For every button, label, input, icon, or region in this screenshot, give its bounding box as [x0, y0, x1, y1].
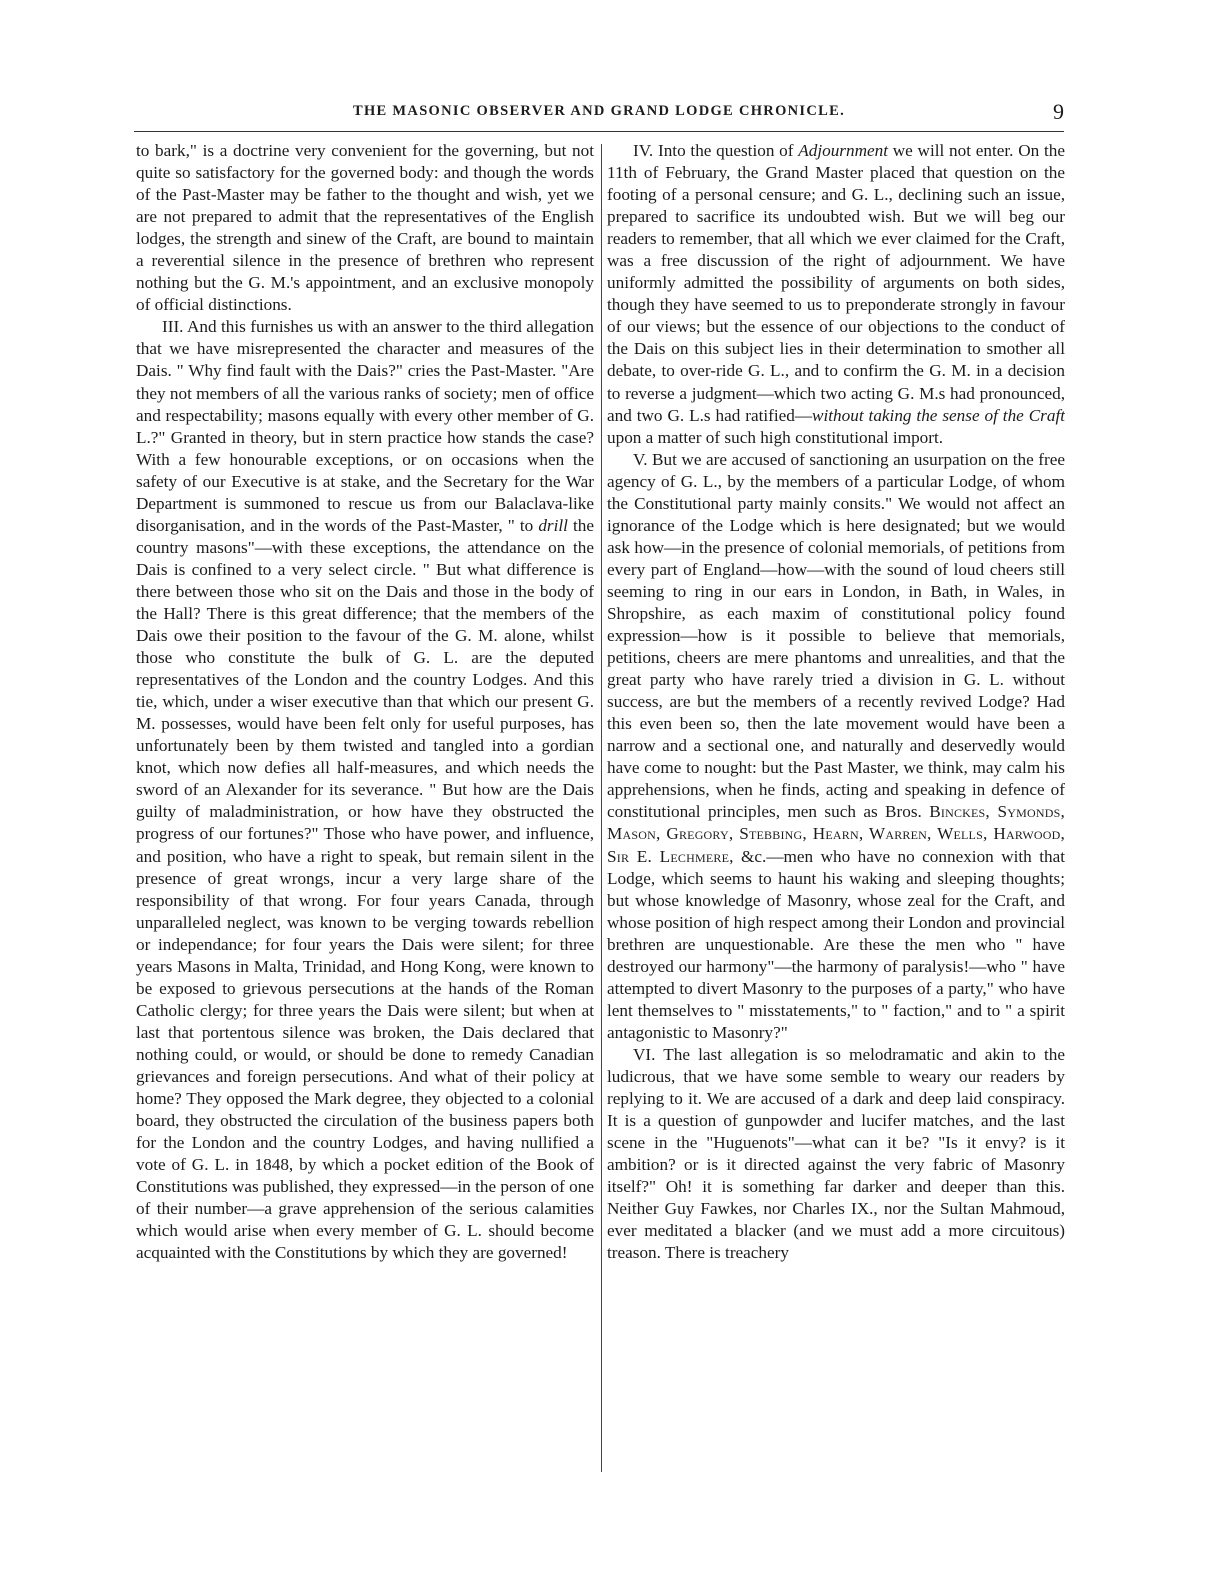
emphasis-adjournment: Adjournment — [798, 141, 888, 160]
page-header — [134, 99, 1064, 131]
paragraph-vi: VI. The last allegation is so melodramatic and akin to the ludicrous, that we have some semble to weary our readers by replying to it. We are accused of a dark and deep laid conspiracy. It is a question of gunpowder and lucifer matches, and the last scene in the "Huguenots"—what can it be? "Is it envy? is it ambition? or is it directed against the very fabric of Masonry itself?" Oh! it is something far darker and deeper than this. Neither Guy Fawkes, nor Charles IX., nor the Sultan Mahmoud, ever meditated a blacker (and we must add a more circuitous) treason. There is treachery — [607, 1044, 1065, 1263]
paragraph-iv — [607, 140, 1065, 449]
journal-title: THE MASONIC OBSERVER AND GRAND LODGE CHRONICLE. — [352, 103, 846, 119]
paragraph-v — [607, 449, 1065, 1044]
header-rule — [134, 131, 1064, 132]
paragraph-v-text-b: &c.—men who have no connexion with that Lodge, which seems to haunt his waking and sleeping thoughts; but whose knowledge of Masonry, whose zeal for the Craft, and whose position of high respect among their London and provincial brethren are unquestionable. Are these the men who " have destroyed our harmony"—the harmony of paralysis!—who " have attempted to divert Masonry to the purposes of a party," who have lent themselves to " misstatements," to " faction," and to " a spirit antagonistic to Masonry?" — [607, 846, 1065, 1042]
paragraph-iii-text-a: III. And this furnishes us with an answer to the third allegation that we have misrepresented the character and measures of the Dais. " Why find fault with the Dais?" cries the Past-Master. "Are they not members of all the various ranks of society; men of office and respectability; masons equally with every other member of G. L.?" Granted in theory, but in stern practice how stands the case? With a few honourable exceptions, or on occasions when the safety of our Executive is at stake, and the Secretary for the War Department is summoned to rescue us from our Balaclava-like disorganisation, and in the words of the Past-Master, " to — [136, 317, 594, 535]
paragraph-continuation: to bark," is a doctrine very convenient for the governing, but not quite so satisfactory for the governed body: and though the words of the Past-Master may be father to the thought and wish, yet we are not prepared to admit that the representatives of the English lodges, the strength and sinew of the Craft, are bound to maintain a reverential silence in the presence of brethren who represent nothing but the G. M.'s appointment, and an exclusive monopoly of official distinctions. — [136, 141, 594, 315]
emphasis-craft: without taking the sense of the Craft — [812, 405, 1065, 425]
right-column — [607, 140, 1065, 1470]
emphasis-drill: drill — [538, 515, 568, 535]
page-number: 9 — [1053, 99, 1064, 124]
left-column — [136, 140, 594, 1470]
paragraph-iv-text-a: IV. Into the question of — [633, 141, 799, 160]
paragraph-iv-text-b: we will not enter. On the 11th of February, the Grand Master placed that question on the footing of a personal censure; and G. L., declining such an issue, prepared to sacrifice its undoubted wish. But we will beg our readers to remember, that all which we ever claimed for the Craft, was a free discussion of the right of adjournment. We have uniformly admitted the possibility of arguments on both sides, though they have seemed to us to preponderate strongly in favour of our views; but the essence of our objections to the conduct of the Dais on this subject lies in their determination to smother all debate, to over-ride G. L., and to confirm the G. M. in a decision to reverse a judgment—which two acting G. M.s had pronounced, and two G. L.s had ratified— — [607, 141, 1065, 425]
paragraph-iii — [136, 316, 594, 1264]
paragraph-v-text-a: V. But we are accused of sanctioning an usurpation on the free agency of G. L., by the members of a particular Lodge, of whom the Constitutional party mainly consits." We would not affect an ignorance of the Lodge which is here designated; but we would ask how—in the presence of colonial memorials, of petitions from every part of England—how—with the sound of loud cheers still seeming to ring in our ears in London, in Bath, in Wales, in Shropshire, as each maxim of constitutional policy found expression—how is it possible to believe that memorials, petitions, cheers are mere phantoms and unrealities, and that the great party who have rarely tried a division in G. L. without success, are but the members of a recently revived Lodge? Had this even been so, then the late movement would have been a narrow and a sectional one, and naturally and deservedly would have come to nought: but the Past Master, we think, may calm his apprehensions, when he finds, acting and speaking in defence of constitutional principles, men such as Bros. — [607, 449, 1065, 822]
column-divider — [601, 144, 602, 1472]
paragraph-iv-text-c: upon a matter of such high constitutional import. — [607, 427, 944, 447]
brethren-names: Binckes, Symonds, Mason, Gregory, Stebbing, Hearn, Warren, Wells, Harwood, Sir E. Lechmere, — [607, 802, 1065, 866]
paragraph-iii-text-b: the country masons"—with these exceptions, the attendance on the Dais is confined to a very select circle. " But what difference is there between those who sit on the Dais and those in the body of the Hall? There is this great difference; that the members of the Dais owe their position to the favour of the G. M. alone, whilst those who constitute the bulk of G. L. are the deputed representatives of the London and the country Lodges. And this tie, which, under a wiser executive than that which our present G. M. possesses, would have been felt only for useful purposes, has unfortunately been by them twisted and tangled into a gordian knot, which now defies all half-measures, and which needs the sword of an Alexander for its severance. " But how are the Dais guilty of maladministration, or how have they obstructed the progress of our fortunes?" Those who have power, and influence, and position, who have a right to speak, but remain silent in the presence of great wrongs, incur a very large share of the responsibility of that wrong. For four years Canada, through unparalleled neglect, was known to be verging towards rebellion or independance; for four years the Dais were silent; for three years Masons in Malta, Trinidad, and Hong Kong, were known to be exposed to grievous persecutions at the hands of the Roman Catholic clergy; for three years the Dais were silent; but when at last that portentous silence was broken, the Dais declared that nothing could, or would, or should be done to remedy Canadian grievances and foreign persecutions. And what of their policy at home? They opposed the Mark degree, they objected to a colonial board, they obstructed the circulation of the business papers both for the London and the country Lodges, and having nullified a vote of G. L. in 1848, by which a pocket edition of the Book of Constitutions was published, they expressed—in the person of one of their number—a grave apprehension of the serious calamities which would arise when every member of G. L. should become acquainted with the Constitutions by which they are governed! — [136, 515, 594, 1263]
